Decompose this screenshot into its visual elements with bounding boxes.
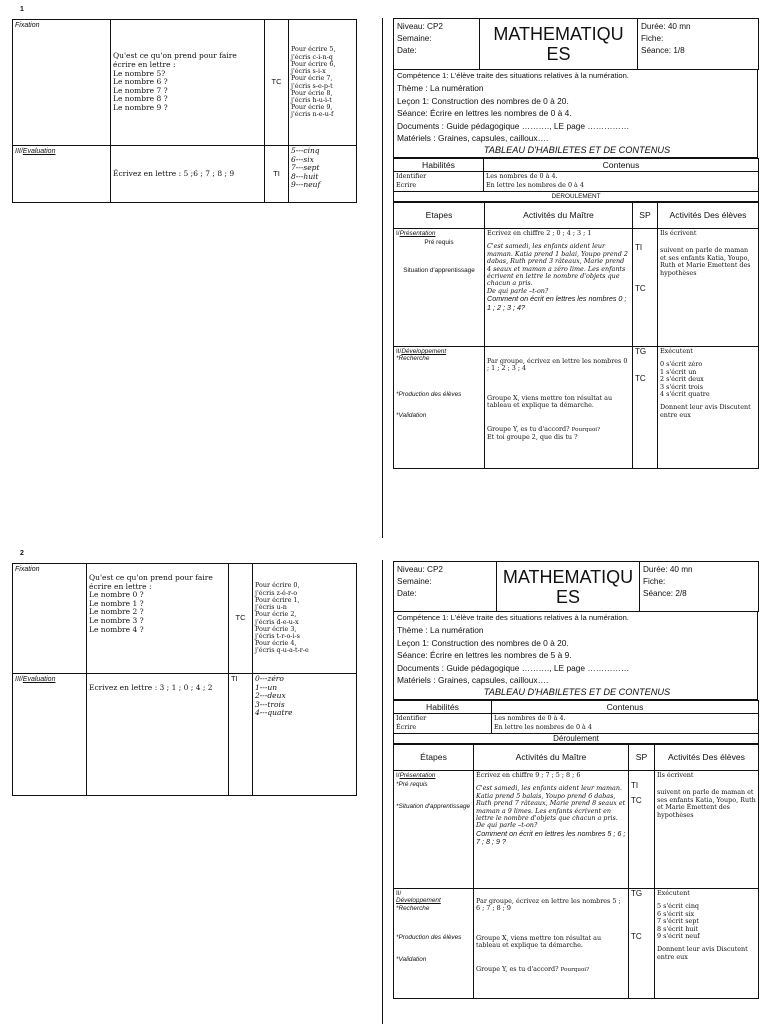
cont-header: Contenus: [484, 158, 759, 171]
hab-row: Identifier: [394, 171, 484, 181]
presentation-eleves: Ils écrivent suivent on parle de maman et ses enfants Katia, Youpo, Ruth et Marie Émettent des hypothèses: [655, 770, 759, 888]
sheet-header: [393, 18, 759, 70]
hab-row: Identifier: [394, 713, 492, 723]
sheet-info: [393, 70, 758, 158]
developpement-eleves: Exécutent 0 s'écrit zéro 1 s'écrit un 2 s'écrit deux 3 s'écrit trois 4 s'écrit quatre Donnent leur avis Discutent entre eux: [658, 346, 759, 468]
list-line: Pour écrie 8,: [291, 88, 333, 97]
page-number: 2: [20, 550, 24, 557]
competence: Compétence 1: L'élève traite des situations relatives à la numération.: [397, 71, 629, 80]
presentation-master: Ecrivez en chiffre 2 ; 0 ; 4 ; 3 ; 1 C'est samedi, les enfants aident leur maman. Katia prend 1 balai, Youpo prend 2 dabas, Ruth prend 3 râteaux, Marie prend 4 seaux et maman a zéro lime. Les enfants écrivent en lettre le nombre d'objets que chacun a pris. De qui parle –t-on? Comment on écrit en lettres les nombres 0 ; 1 ; 2 ; 3 ; 4?: [485, 228, 633, 346]
list-line: Le nombre 3 ?: [89, 615, 144, 625]
fixation-answers: [253, 564, 357, 674]
list-line: Le nombre 7 ?: [113, 85, 168, 95]
list-line: Le nombre 2 ?: [89, 607, 144, 617]
deroulement-table: [393, 744, 759, 999]
seance-objective: Séance: Écrire en lettres les nombres de 0 à 4.: [397, 108, 572, 119]
list-line: Le nombre 9 ?: [113, 102, 168, 112]
list-line: Pour écrire 1,: [255, 595, 300, 604]
evaluation-code: TI: [265, 146, 289, 203]
fixation-question: [111, 20, 265, 146]
evaluation-question: Ecrivez en lettre : 3 ; 1 ; 0 ; 4 ; 2: [87, 674, 229, 796]
list-line: Le nombre 4 ?: [89, 624, 144, 634]
page-number: 1: [20, 6, 24, 13]
developpement-step: II/ Développement *Recherche *Production des élèves *Validation: [394, 888, 474, 998]
cont-header: Contenus: [492, 700, 759, 713]
cont-row: En lettre les nombres de 0 à 4: [492, 723, 759, 733]
list-line: 8---huit: [291, 171, 319, 181]
fixation-code: TC: [229, 564, 253, 674]
sheet-header-right: Durée: 40 mn Fiche: Séance: 1/8: [638, 19, 759, 70]
list-line: 3---trois: [255, 699, 285, 709]
sheet-title: MATHEMATIQU ES: [480, 19, 638, 70]
developpement-master: Par groupe, écrivez en lettre les nombres 0 ; 1 ; 2 ; 3 ; 4 Groupe X, viens mettre ton résultat au tableau et explique ta démarche. Groupe Y, es tu d'accord? Pourquoi? Et toi groupe 2, que dis tu ?: [485, 346, 633, 468]
deroulement-label: Déroulement: [394, 733, 759, 743]
list-line: Le nombre 1 ?: [89, 598, 144, 608]
list-line: 4 s'écrit quatre: [660, 389, 710, 398]
col-activites-maitre: Activités du Maître: [474, 744, 629, 770]
fixation-evaluation-table: [12, 19, 357, 203]
list-line: Le nombre 6 ?: [113, 77, 168, 87]
developpement-master: Par groupe, écrivez en lettre les nombres 5 ; 6 ; 7 ; 8 ; 9 Groupe X, viens mettre ton résultat au tableau et explique ta démarche. Groupe Y, es tu d'accord? Pourquoi?: [474, 888, 629, 998]
list-line: 1 s'écrit un: [660, 367, 697, 376]
sheet-header-left: Niveau: CP2 Semaine: Date:: [394, 19, 480, 70]
list-line: 9 s'écrit neuf: [657, 931, 700, 940]
col-activites-eleves: Activités Des élèves: [658, 202, 759, 228]
table-title: TABLEAU D'HABILETES ET DE CONTENUS: [483, 687, 671, 698]
sheet-title: MATHEMATIQU ES: [497, 562, 640, 612]
competence: Compétence 1: L'élève traite des situations relatives à la numération.: [397, 613, 629, 622]
fixation-evaluation-table: [12, 563, 357, 796]
list-line: j'écris z-é-r-o: [255, 588, 298, 597]
col-sp: SP: [633, 202, 658, 228]
cont-row: Les nombres de 0 à 4.: [492, 713, 759, 723]
hab-row: Écrire: [394, 723, 492, 733]
presentation-master: Écrivez en chiffre 9 ; 7 ; 5 ; 8 ; 6 C'est samedi, les enfants aident leur maman. Katia prend 5 balais, Youpo prend 6 dabas, Ruth prend 7 râteaux, Marie prend 8 seaux et maman a 9 limes. Les enfants écrivent en lettre le nombre d'objets que chacun a pris. De qui parle –t-on? Comment on écrit en lettres les nombres 5 ; 6 ; 7 ; 8 ; 9 ?: [474, 770, 629, 888]
deroulement-label: DEROULEMENT: [394, 191, 759, 201]
list-line: 0 s'écrit zéro: [660, 360, 703, 369]
list-line: écrire en lettre :: [89, 581, 152, 591]
evaluation-label: III/Evaluation: [13, 146, 111, 203]
evaluation-answers: [253, 674, 357, 796]
list-line: Pour écrie 3,: [255, 624, 297, 633]
list-line: 2 s'écrit deux: [660, 375, 704, 384]
list-line: 3 s'écrit trois: [660, 382, 703, 391]
list-line: 5 s'écrit cinq: [657, 902, 700, 911]
hab-header: Habilités: [394, 158, 484, 171]
list-line: 7---sept: [291, 163, 320, 173]
list-line: 2---deux: [255, 691, 286, 701]
list-line: j'écris q-u-a-t-r-e: [255, 646, 309, 655]
developpement-eleves: Exécutent 5 s'écrit cinq 6 s'écrit six 7 s'écrit sept 8 s'écrit huit 9 s'écrit neuf Donnent leur avis Discutent entre eux: [655, 888, 759, 998]
developpement-step: II/Développement *Recherche *Production des élèves *Validation: [394, 346, 485, 468]
presentation-step: I/Présentation Pré requis Situation d'apprentissage: [394, 228, 485, 346]
col-etapes: Étapes: [394, 744, 474, 770]
col-activites-maitre: Activités du Maître: [485, 202, 633, 228]
page-divider: [382, 560, 383, 1024]
sheet-header: [393, 561, 759, 612]
list-line: Pour écrire 5,: [291, 45, 336, 54]
evaluation-code: TI: [229, 674, 253, 796]
list-line: j'écris s-i-x: [291, 67, 326, 76]
lecon: Leçon 1: Construction des nombres de 0 à 20.: [397, 637, 569, 648]
list-line: écrire en lettre :: [113, 60, 176, 70]
fixation-code: TC: [265, 20, 289, 146]
presentation-step: I/Présentation *Pré requis *Situation d'apprentissage: [394, 770, 474, 888]
list-line: 8 s'écrit huit: [657, 924, 699, 933]
list-line: Pour écrie 2,: [255, 610, 297, 619]
deroulement-table: [393, 202, 759, 469]
documents: Documents : Guide pédagogique ………., LE page ……………: [397, 120, 630, 131]
presentation-sp: TI TC: [633, 228, 658, 346]
theme: Thème : La numération: [397, 625, 484, 636]
lecon: Leçon 1: Construction des nombres de 0 à 20.: [397, 95, 569, 106]
list-line: Pour écrire 6,: [291, 59, 336, 68]
list-line: 5---cinq: [291, 146, 320, 155]
list-line: j'écris s-e-p-t: [291, 81, 333, 90]
presentation-eleves: Ils écrivent suivent on parle de maman et ses enfants Katia, Youpo, Ruth et Marie Emettent des hypothèses: [658, 228, 759, 346]
lesson-sheet: [393, 18, 758, 469]
list-line: 0---zéro: [255, 674, 284, 683]
list-line: Le nombre 0 ?: [89, 590, 144, 600]
seance-objective: Séance: Écrire en lettres les nombres de 5 à 9.: [397, 650, 572, 661]
materiels: Matériels : Graines, capsules, cailloux….: [397, 132, 549, 143]
list-line: Le nombre 5?: [113, 68, 166, 78]
cont-row: En lettre les nombres de 0 à 4: [484, 181, 759, 191]
col-etapes: Etapes: [394, 202, 485, 228]
sheet-info: [393, 612, 758, 700]
list-line: 6 s'écrit six: [657, 909, 695, 918]
list-line: Le nombre 8 ?: [113, 94, 168, 104]
materiels: Matériels : Graines, capsules, cailloux….: [397, 674, 549, 685]
list-line: Pour écrie 9,: [291, 103, 333, 112]
developpement-sp: TG TC: [629, 888, 655, 998]
page-divider: [382, 18, 383, 538]
col-sp: SP: [629, 744, 655, 770]
list-line: Qu'est ce qu'on prend pour faire: [89, 573, 213, 582]
list-line: Pour écrire 0,: [255, 581, 300, 590]
presentation-sp: TI TC: [629, 770, 655, 888]
fixation-question: [87, 564, 229, 674]
fixation-label: Fixation: [13, 564, 87, 674]
habiletes-table: [393, 700, 759, 744]
documents: Documents : Guide pédagogique ………., LE page ……………: [397, 662, 630, 673]
list-line: j'écris h-u-i-t: [291, 95, 332, 104]
evaluation-label: III/Evaluation: [13, 674, 87, 796]
fixation-answers: [289, 20, 357, 146]
list-line: j'écris d-e-u-x: [255, 617, 299, 626]
list-line: Pour écrie 4,: [255, 639, 297, 648]
sheet-header-right: Durée: 40 mn Fiche: Séance: 2/8: [640, 562, 759, 612]
list-line: 1---un: [255, 682, 278, 692]
lesson-sheet: [393, 561, 758, 999]
developpement-sp: TG TC: [633, 346, 658, 468]
cont-row: Les nombres de 0 à 4.: [484, 171, 759, 181]
theme: Thème : La numération: [397, 83, 484, 94]
list-line: Pour écrie 7,: [291, 74, 333, 83]
list-line: 4---quatre: [255, 708, 293, 718]
list-line: j'écris n-e-u-f: [291, 110, 334, 119]
habiletes-table: [393, 158, 759, 202]
list-line: 9---neuf: [291, 180, 321, 190]
evaluation-answers: [289, 146, 357, 203]
col-activites-eleves: Activités Des élèves: [655, 744, 759, 770]
hab-header: Habilités: [394, 700, 492, 713]
list-line: j'écris u-n: [255, 603, 287, 612]
fixation-label: Fixation: [13, 20, 111, 146]
table-title: TABLEAU D'HABILETES ET DE CONTENUS: [483, 145, 671, 156]
evaluation-question: Écrivez en lettre : 5 ;6 ; 7 ; 8 ; 9: [111, 146, 265, 203]
list-line: j'écris t-r-o-i-s: [255, 631, 300, 640]
list-line: Qu'est ce qu'on prend pour faire: [113, 51, 237, 61]
hab-row: Ecrire: [394, 181, 484, 191]
list-line: j'écris c-i-n-q: [291, 52, 333, 61]
sheet-header-left: Niveau: CP2 Semaine: Date:: [394, 562, 497, 612]
list-line: 7 s'écrit sept: [657, 917, 699, 926]
list-line: 6---six: [291, 154, 314, 164]
